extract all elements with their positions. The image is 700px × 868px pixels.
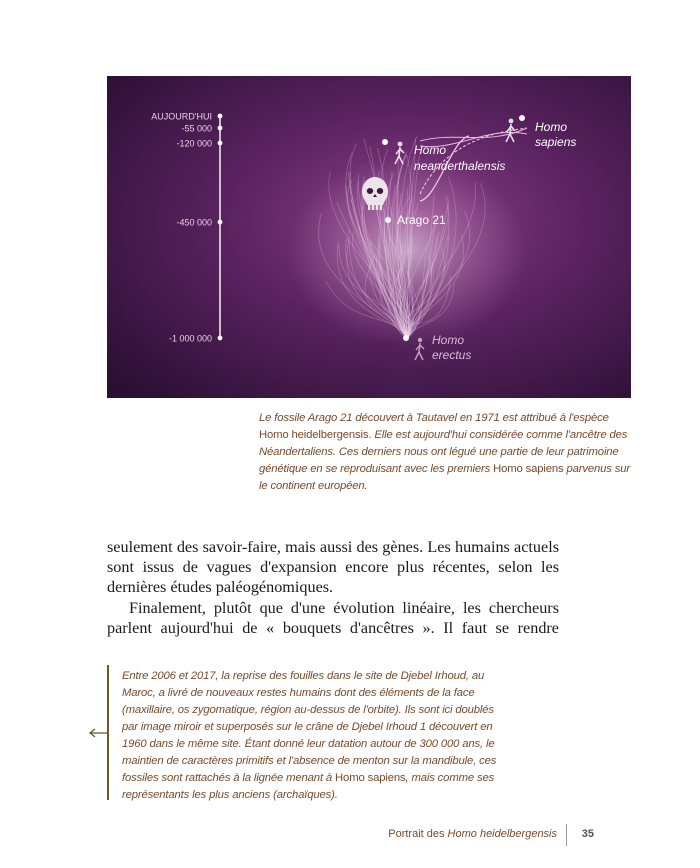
footer-divider [566, 824, 567, 846]
caption-species: Homo heidelbergensis. [259, 429, 372, 441]
phylogeny-figure [107, 76, 631, 398]
side-note [122, 668, 512, 804]
arrow-left-icon [89, 728, 107, 738]
phylogeny-illustration [107, 76, 631, 398]
body-paragraph: seulement des savoir-faire, mais aussi des gènes. Les humains actuels sont issus de vagues d'expansion encore plus récentes, selon les dernières études paléogénomiques. [107, 538, 559, 597]
timeline-tick [218, 336, 223, 341]
side-note-text: , mais comme ses représentants les plus anciens (archaïques). [122, 772, 495, 801]
erectus-node [403, 335, 409, 341]
timeline-tick [218, 141, 223, 146]
page-number: 35 [581, 828, 594, 840]
caption-text: parvenus sur le continent européen. [259, 463, 631, 492]
timeline-tick [218, 126, 223, 131]
side-note-text: Entre 2006 et 2017, la reprise des fouilles dans le site de Djebel Irhoud, au Maroc, a livré de nouveaux restes humains dont des éléments de la face (maxillaire, os zygomatique, région au-dessus de l'orbite). Ils sont ici doublés par image miroir et superposés sur le crâne de Djebel Irhoud 1 découvert en 1960 dans le même site. Étant donné leur datation autour de 300 000 ans, le maintien de caractères primitifs et l'absence de menton sur la mandibule, ces fossiles sont rattachés à la lignée menant à [122, 670, 497, 784]
timeline-tick [218, 220, 223, 225]
timeline-tick [218, 114, 223, 119]
caption-text: Elle est aujourd'hui considérée comme l'ancêtre des Néandertaliens. Ces derniers nous ont légué une partie de leur patrimoine génétique en se reproduisant avec les premiers [259, 429, 628, 475]
timeline-label: AUJOURD'HUI [151, 111, 212, 122]
running-title-species: Homo heidelbergensis [447, 828, 557, 840]
timeline-label: -120 000 [176, 138, 212, 149]
erectus-label-2: erectus [432, 348, 472, 362]
neanderthal-label-1: Homo [414, 143, 447, 157]
body-paragraph: Finalement, plutôt que d'une évolution linéaire, les chercheurs parlent aujourd'hui de « bouquets d'ancêtres ». Il faut se rendre [107, 598, 559, 637]
timeline-label: -55 000 [181, 123, 212, 134]
sapiens-node [519, 115, 525, 121]
side-note-species: Homo sapiens [335, 772, 406, 784]
sidebar-rule [107, 665, 109, 800]
arago-label: Arago 21 [397, 213, 446, 227]
sapiens-label-1: Homo [535, 120, 568, 134]
erectus-label-1: Homo [432, 333, 465, 347]
figure-caption [259, 410, 637, 495]
running-title [388, 828, 557, 840]
arago-node [385, 217, 391, 223]
caption-species: Homo sapiens [493, 463, 564, 475]
timeline-label: -1 000 000 [168, 333, 212, 344]
main-body-text [107, 537, 559, 638]
sapiens-label-2: sapiens [535, 135, 577, 149]
caption-text: Le fossile Arago 21 découvert à Tautavel en 1971 est attribué à l'espèce [259, 412, 609, 424]
neanderthal-node [382, 139, 388, 145]
running-title-prefix: Portrait des [388, 828, 448, 840]
timeline-label: -450 000 [176, 217, 212, 228]
neanderthal-label-2: neanderthalensis [414, 159, 506, 173]
